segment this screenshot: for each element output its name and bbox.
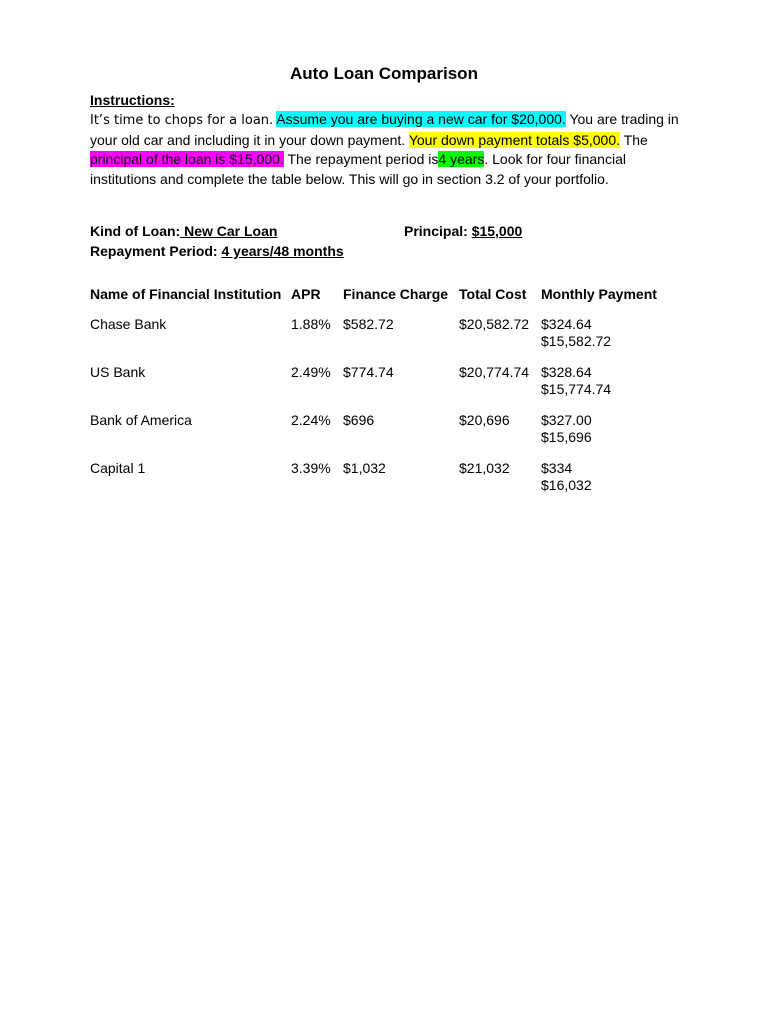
highlight-years: 4 years [438,151,485,167]
cell-finance-charge: $696 [343,412,375,428]
header-institution: Name of Financial Institution [90,286,282,302]
instructions-paragraph [90,110,680,189]
cell-apr: 1.88% [291,316,331,332]
header-finance-charge: Finance Charge [343,286,449,302]
monthly-payment-value: $324.64 [541,316,592,332]
cell-total-cost: $21,032 [459,460,510,476]
monthly-payment-value: $327.00 [541,412,592,428]
instructions-trade-in: You are trading in your old car and including it in your down payment. [90,111,679,148]
cell-monthly-payment [541,460,592,494]
header-monthly-payment: Monthly Payment [541,286,657,302]
highlight-principal: principal of the loan is $15,000. [90,151,284,167]
monthly-payment-value: $328.64 [541,364,592,380]
monthly-payment-extra: $15,774.74 [541,381,612,397]
monthly-payment-extra: $15,582.72 [541,333,612,349]
monthly-payment-extra: $16,032 [541,477,592,493]
table-header-row [0,286,768,306]
cell-apr: 2.49% [291,364,331,380]
table-row [0,316,768,356]
cell-total-cost: $20,774.74 [459,364,530,380]
cell-apr: 3.39% [291,460,331,476]
monthly-payment-value: $334 [541,460,573,476]
cell-monthly-payment [541,364,611,398]
table-row [0,412,768,452]
highlight-car-price: Assume you are buying a new car for $20,000. [276,111,566,127]
loan-principal-value: $15,000 [471,223,523,239]
instructions-end: . Look for four financial institutions and complete the table below. This will go in section 3.2 of your portfolio. [90,151,626,187]
highlight-down-payment: Your down payment totals $5,000. [408,131,621,148]
instructions-heading: Instructions: [90,92,175,108]
table-row [0,364,768,404]
cell-institution: Chase Bank [90,316,167,332]
cell-finance-charge: $582.72 [343,316,394,332]
instructions-the: The [623,131,648,148]
loan-repayment-period [90,243,344,259]
cell-monthly-payment [541,412,592,446]
cell-monthly-payment [541,316,611,350]
instructions-period: The repayment period is [287,151,439,167]
header-total-cost: Total Cost [459,286,527,302]
loan-period-value: 4 years/48 months [221,243,344,259]
loan-period-label: Repayment Period: [90,243,218,259]
cell-total-cost: $20,696 [459,412,510,428]
cell-institution: Bank of America [90,412,192,428]
cell-apr: 2.24% [291,412,331,428]
cell-total-cost: $20,582.72 [459,316,530,332]
cell-finance-charge: $1,032 [343,460,386,476]
page-title: Auto Loan Comparison [290,64,478,83]
table-row [0,460,768,500]
cell-institution: US Bank [90,364,146,380]
loan-principal [404,223,522,239]
cell-institution: Capital 1 [90,460,146,476]
loan-kind [90,223,277,239]
loan-kind-value: New Car Loan [180,223,278,239]
header-apr: APR [291,286,321,302]
loan-kind-label: Kind of Loan: [90,223,181,239]
cell-finance-charge: $774.74 [343,364,394,380]
monthly-payment-extra: $15,696 [541,429,592,445]
loan-principal-label: Principal: [404,223,468,239]
instructions-lead: It’s time to chops for a loan. [90,113,274,128]
